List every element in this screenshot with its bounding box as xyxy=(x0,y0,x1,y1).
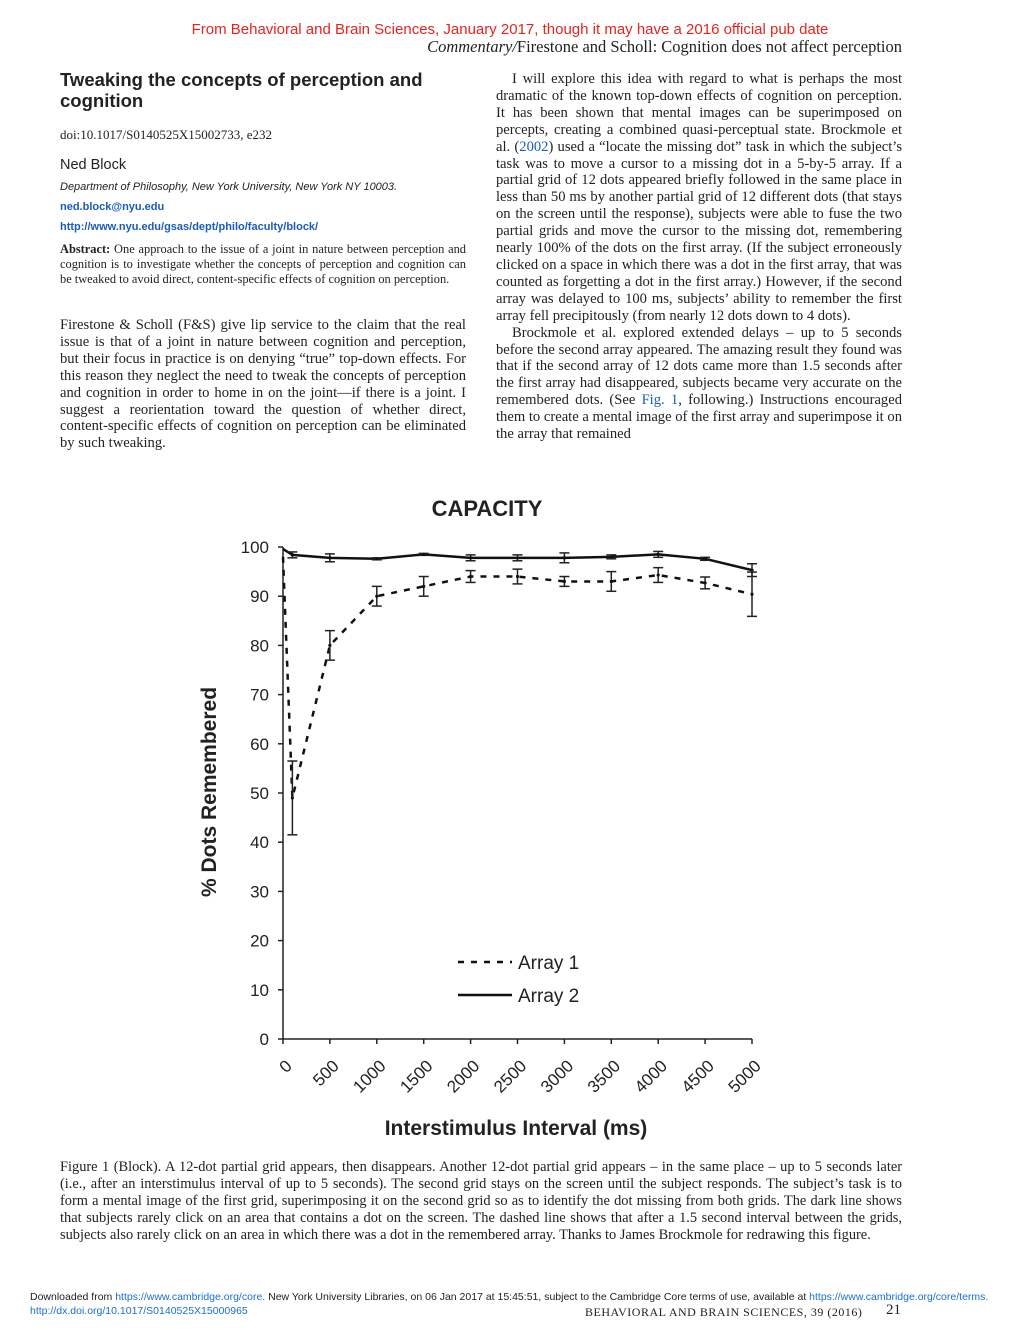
series-array-1-line xyxy=(283,557,752,798)
error-bar xyxy=(287,761,297,835)
body-paragraph-2 xyxy=(496,71,902,325)
right-column xyxy=(496,71,902,443)
page-number: 21 xyxy=(886,1302,901,1318)
y-tick-label: 30 xyxy=(250,882,269,902)
data-point xyxy=(422,585,425,588)
cambridge-core-link[interactable]: https://www.cambridge.org/core. xyxy=(115,1291,266,1303)
citation-link-2002[interactable]: 2002 xyxy=(519,138,549,155)
figure-caption: Figure 1 (Block). A 12-dot partial grid appears, then disappears. Another 12-dot partial grid appears – in the same place – up to 5 seconds later (i.e., after an interstimulus interval of up to 5 seconds). The second grid stays on the screen until the subject responds. The subject’s task is to form a mental image of the first grid, superimposing it on the second grid so as to identify the dot missing from both grids. The dark line shows that subjects rarely click on an area that contains a dot on the screen. The dashed line shows that after a 1.5 second interval between the grids, subjects also rarely click on an area in which there was a dot in the remembered array. Thanks to James Brockmole for redrawing this figure. xyxy=(60,1159,902,1243)
affiliation-text: Department of Philosophy, New York University, New York NY 10003. xyxy=(60,181,398,193)
terms-link[interactable]: https://www.cambridge.org/core/terms. xyxy=(809,1291,989,1303)
data-point xyxy=(657,573,660,576)
y-tick-label: 50 xyxy=(250,784,269,803)
body-paragraph-1: Firestone & Scholl (F&S) give lip service to the claim that the real issue is that of a joint in nature between cognition and perception, but their focus in practice is on denying “true” top-down effects. For this reason they neglect the need to tweak the concepts of perception and cognition in order to home in on the joint—if there is a joint. I suggest a reorientation toward the question of whether direct, content-specific effects of cognition on perception can be eliminated by such tweaking. xyxy=(60,317,466,452)
y-axis-label: % Dots Remembered xyxy=(198,686,221,898)
footer-middle: New York University Libraries, on 06 Jan 2017 at 15:45:51, subject to the Cambridge Core terms of use, available at xyxy=(265,1291,810,1303)
data-point xyxy=(704,581,707,584)
y-tick-label: 0 xyxy=(259,1030,269,1049)
journal-name: BEHAVIORAL AND BRAIN SCIENCES, 39 (2016) xyxy=(585,1305,863,1319)
chart-title: CAPACITY xyxy=(431,496,543,521)
data-point xyxy=(328,644,331,647)
legend-array-1-label: Array 1 xyxy=(518,953,580,974)
y-tick-label: 60 xyxy=(250,734,269,754)
body-paragraph-3 xyxy=(496,325,902,443)
x-tick-label: 1500 xyxy=(396,1056,437,1097)
x-tick-label: 3000 xyxy=(537,1056,578,1097)
doi-link[interactable]: http://dx.doi.org/10.1017/S0140525X15000965 xyxy=(30,1305,248,1317)
y-tick-label: 40 xyxy=(250,833,269,853)
y-tick-label: 80 xyxy=(250,636,269,656)
data-point xyxy=(516,556,519,559)
x-tick-label: 3500 xyxy=(583,1056,625,1097)
data-point xyxy=(328,556,331,559)
legend-array-2-label: Array 2 xyxy=(518,986,580,1007)
x-tick-label: 4000 xyxy=(630,1056,672,1097)
author-url-link[interactable]: http://www.nyu.edu/gsas/dept/philo/faculty/block/ xyxy=(60,220,319,233)
y-tick-label: 90 xyxy=(250,587,269,607)
data-point xyxy=(704,557,707,560)
para2-text-a: I will explore this idea with regard to what is perhaps the most dramatic of the known top-down effects of cognition on perception. It has been shown that mental images can be superimposed on percepts, creating a combined quasi-perceptual state. Brockmole et al. ( xyxy=(496,71,902,155)
data-point xyxy=(291,796,294,799)
author-affiliation xyxy=(60,179,466,236)
article-doi: doi:10.1017/S0140525X15002733, e232 xyxy=(60,127,272,142)
y-tick-label: 20 xyxy=(250,931,269,951)
data-point xyxy=(563,556,566,559)
data-point xyxy=(375,557,378,560)
data-point xyxy=(422,553,425,556)
x-tick-label: 5000 xyxy=(724,1056,765,1097)
abstract-text: One approach to the issue of a joint in nature between perception and cognition is to investigate whether the concepts of perception and cognition can be tweaked to avoid direct, content-specific effects of cognition on perception. xyxy=(60,242,466,287)
data-point xyxy=(750,569,753,572)
data-point xyxy=(516,575,519,578)
x-tick-label: 500 xyxy=(309,1056,343,1090)
abstract xyxy=(60,242,466,288)
chart-marks xyxy=(283,549,757,835)
chart-axes xyxy=(241,538,765,1097)
data-point xyxy=(563,580,566,583)
error-bar xyxy=(466,571,476,583)
figure-1-link[interactable]: Fig. 1 xyxy=(641,392,679,409)
x-tick-label: 2000 xyxy=(443,1056,484,1097)
capacity-chart xyxy=(0,480,1020,1150)
y-tick-label: 70 xyxy=(250,685,269,705)
x-tick-label: 4500 xyxy=(677,1056,718,1097)
para3-text-a: Brockmole et al. explored extended delays – up to 5 seconds before the second array appeared. The amazing result they found was that if the second array of 12 dots came more than 1.5 seconds after the first array had disappeared, subjects became very accurate on the remembered dots. (See xyxy=(496,324,902,409)
running-section: Commentary/ xyxy=(427,37,517,56)
source-banner: From Behavioral and Brain Sciences, January 2017, though it may have a 2016 official pub date xyxy=(191,21,829,38)
data-point xyxy=(610,580,613,583)
para3-text-b: , following.) Instructions encouraged them to create a mental image of the first array and superimpose it on the array that remained xyxy=(496,392,903,443)
y-tick-label: 100 xyxy=(240,538,269,557)
y-tick-label: 10 xyxy=(250,980,269,1000)
x-axis-label: Interstimulus Interval (ms) xyxy=(384,1117,648,1140)
data-point xyxy=(750,593,753,596)
x-tick-label: 2500 xyxy=(490,1056,531,1097)
x-tick-label: 0 xyxy=(275,1056,296,1077)
data-point xyxy=(469,575,472,578)
error-bar xyxy=(747,572,757,616)
para2-text-b: ) used a “locate the missing dot” task in which the subject’s task was to move a cursor to a missing dot in a 5-by-5 array. If a partial grid of 12 dots appeared briefly followed in the same place in less than 50 ms by another partial grid of 12 different dots (that stays on the screen until the response), subjects were able to fuse the two partial grids and move the cursor to the missing dot, remembering nearly 100% of the dots on the first array. (If the subject erroneously clicked on a space in which there was a dot in the first array, that was counted as forgetting a dot in the first array.) However, if the second array was delayed to 100 ms, subjects’ ability to remember the first array fell precipitously (from nearly 12 dots down to 4 dots). xyxy=(496,138,902,324)
data-point xyxy=(375,595,378,598)
error-bar xyxy=(325,631,335,661)
x-tick-label: 1000 xyxy=(349,1056,390,1097)
data-point xyxy=(610,555,613,558)
abstract-label: Abstract: xyxy=(60,242,111,256)
data-point xyxy=(469,556,472,559)
article-title: Tweaking the concepts of perception and cognition xyxy=(60,69,423,111)
author-email-link[interactable]: ned.block@nyu.edu xyxy=(60,200,165,213)
data-point xyxy=(657,553,660,556)
data-point xyxy=(291,553,294,556)
running-header xyxy=(427,37,902,57)
author-name: Ned Block xyxy=(60,157,127,173)
running-title: Firestone and Scholl: Cognition does not affect perception xyxy=(516,37,902,56)
footer-prefix: Downloaded from xyxy=(30,1291,116,1303)
legend xyxy=(458,953,579,1007)
